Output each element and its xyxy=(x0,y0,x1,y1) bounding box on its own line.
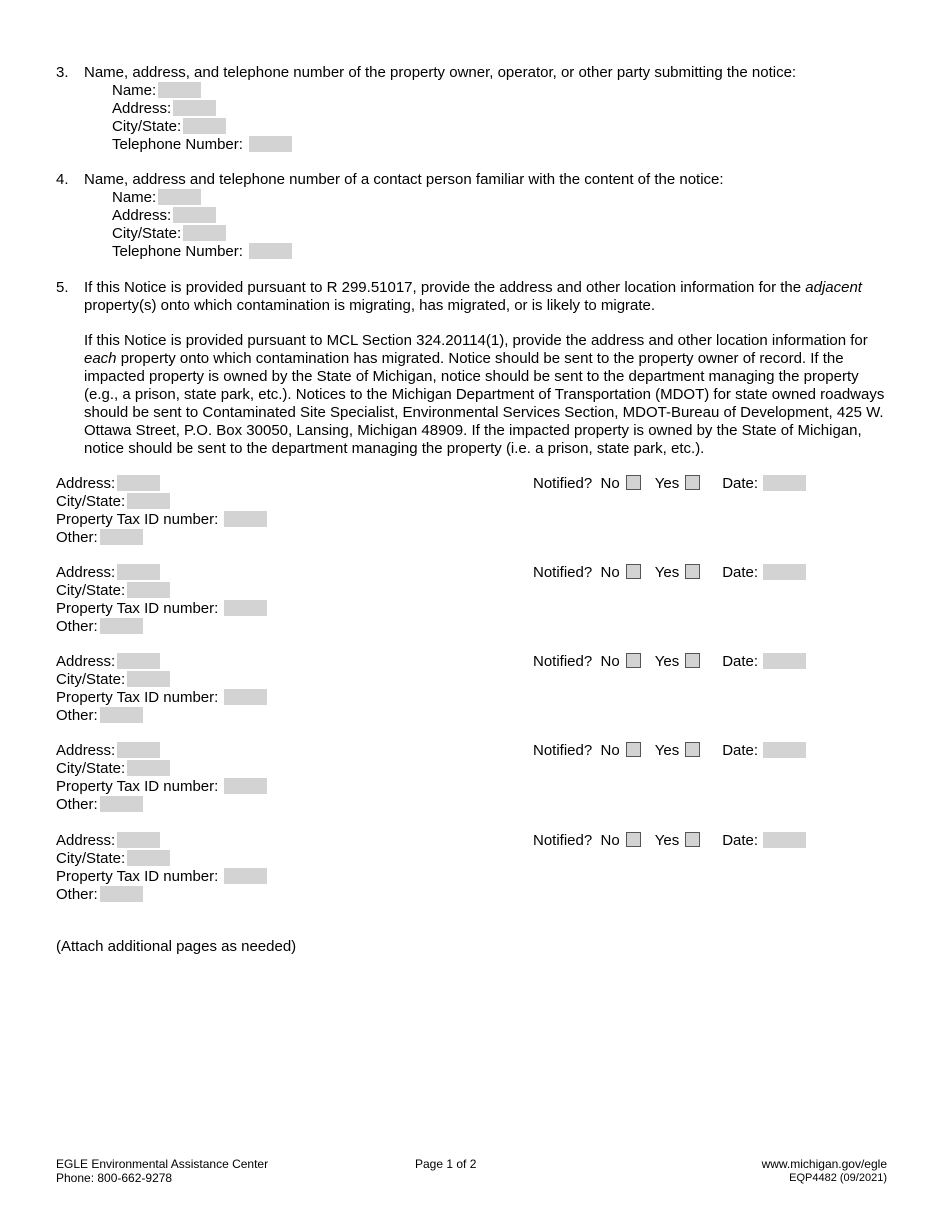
q5-paragraph-2: If this Notice is provided pursuant to MCL Section 324.20114(1), provide the address and other location information for each property onto which contamination has migrated. Notice should be sent to the property owner of record. If the impacted property is owned by the State of Michigan, notice should be sent to the department managing the property (e.g., a prison, state park, etc.). Notices to the Michigan Department of Transportation (MDOT) for state owned roadways should be sent to Contaminated Site Specialist, Environmental Services Section, MDOT-Bureau of Development, 425 W. Ottawa Street, P.O. Box 30050, Lansing, Michigan 48909. If the impacted property is owned by the State of Michigan, notice should be sent to the department managing the property (i.e. a prison, state park, etc.). xyxy=(84,332,885,457)
q3-name-field[interactable] xyxy=(158,82,201,98)
property-2-city-state-row xyxy=(56,582,170,600)
property-other-label: Other: xyxy=(56,618,98,635)
property-1-other-row xyxy=(56,529,143,547)
q4-address-label: Address: xyxy=(112,207,172,224)
property-1-other-field[interactable] xyxy=(100,529,143,545)
footer-phone: Phone: 800-662-9278 xyxy=(56,1171,173,1185)
property-tax-id-label: Property Tax ID number: xyxy=(56,689,219,706)
property-3-city-state-field[interactable] xyxy=(127,671,170,687)
property-4-other-row xyxy=(56,796,143,814)
property-3-address-field[interactable] xyxy=(117,653,160,669)
q4-city-label: City/State: xyxy=(112,225,182,242)
property-5-address-row xyxy=(56,832,160,850)
property-address-label: Address: xyxy=(56,742,116,759)
q3-address-label: Address: xyxy=(112,100,172,117)
property-tax-id-label: Property Tax ID number: xyxy=(56,511,219,528)
q3-number: 3. xyxy=(56,64,69,81)
yes-label: Yes xyxy=(654,653,680,670)
date-label: Date: xyxy=(722,564,759,581)
q4-address-field[interactable] xyxy=(173,207,216,223)
property-2-notified-yes-checkbox[interactable] xyxy=(685,564,700,579)
property-4-tax-id-row xyxy=(56,778,267,796)
property-3-address-row xyxy=(56,653,160,671)
q4-phone-field[interactable] xyxy=(249,243,292,259)
q3-name-label: Name: xyxy=(112,82,157,99)
q3-city-field[interactable] xyxy=(183,118,226,134)
no-label: No xyxy=(600,742,620,759)
property-other-label: Other: xyxy=(56,796,98,813)
footer-url[interactable]: www.michigan.gov/egle xyxy=(761,1157,887,1171)
q3-address-field[interactable] xyxy=(173,100,216,116)
no-label: No xyxy=(600,653,620,670)
q3-phone-field[interactable] xyxy=(249,136,292,152)
property-4-address-field[interactable] xyxy=(117,742,160,758)
property-4-city-state-field[interactable] xyxy=(127,760,170,776)
property-2-other-field[interactable] xyxy=(100,618,143,634)
property-3-notified-no-checkbox[interactable] xyxy=(626,653,641,668)
property-4-notified-yes-checkbox[interactable] xyxy=(685,742,700,757)
date-label: Date: xyxy=(722,653,759,670)
property-1-tax-id-row xyxy=(56,511,267,529)
property-5-tax-id-row xyxy=(56,868,267,886)
property-2-notified-no-checkbox[interactable] xyxy=(626,564,641,579)
q4-city-row xyxy=(112,225,226,243)
q4-city-field[interactable] xyxy=(183,225,226,241)
property-city-state-label: City/State: xyxy=(56,760,126,777)
property-1-tax-id-field[interactable] xyxy=(224,511,267,527)
q3-phone-row xyxy=(112,136,292,154)
property-address-label: Address: xyxy=(56,564,116,581)
q5-emphasis-adjacent: adjacent xyxy=(805,279,862,296)
property-4-notified-row xyxy=(533,742,806,760)
q4-address-row xyxy=(112,207,216,225)
property-3-tax-id-row xyxy=(56,689,267,707)
q3-address-row xyxy=(112,100,216,118)
notified-label: Notified? xyxy=(533,653,593,670)
property-5-date-field[interactable] xyxy=(763,832,806,848)
property-4-notified-no-checkbox[interactable] xyxy=(626,742,641,757)
property-5-city-state-field[interactable] xyxy=(127,850,170,866)
property-1-address-row xyxy=(56,475,160,493)
property-5-notified-row xyxy=(533,832,806,850)
property-1-notified-row xyxy=(533,475,806,493)
yes-label: Yes xyxy=(654,832,680,849)
footer-org: EGLE Environmental Assistance Center xyxy=(56,1157,269,1171)
property-2-other-row xyxy=(56,618,143,636)
date-label: Date: xyxy=(722,832,759,849)
property-2-city-state-field[interactable] xyxy=(127,582,170,598)
no-label: No xyxy=(600,832,620,849)
q4-name-row xyxy=(112,189,201,207)
property-2-address-field[interactable] xyxy=(117,564,160,580)
property-city-state-label: City/State: xyxy=(56,671,126,688)
q5-number: 5. xyxy=(56,279,69,296)
property-1-date-field[interactable] xyxy=(763,475,806,491)
property-other-label: Other: xyxy=(56,529,98,546)
q4-phone-label: Telephone Number: xyxy=(112,243,243,260)
property-2-tax-id-row xyxy=(56,600,267,618)
date-label: Date: xyxy=(722,742,759,759)
date-label: Date: xyxy=(722,475,759,492)
no-label: No xyxy=(600,564,620,581)
property-1-notified-yes-checkbox[interactable] xyxy=(685,475,700,490)
q3-phone-label: Telephone Number: xyxy=(112,136,243,153)
property-1-address-field[interactable] xyxy=(117,475,160,491)
property-1-city-state-row xyxy=(56,493,170,511)
property-4-tax-id-field[interactable] xyxy=(224,778,267,794)
property-other-label: Other: xyxy=(56,707,98,724)
property-3-other-row xyxy=(56,707,143,725)
property-other-label: Other: xyxy=(56,886,98,903)
property-4-date-field[interactable] xyxy=(763,742,806,758)
property-5-tax-id-field[interactable] xyxy=(224,868,267,884)
property-3-other-field[interactable] xyxy=(100,707,143,723)
property-5-city-state-row xyxy=(56,850,170,868)
property-2-notified-row xyxy=(533,564,806,582)
property-4-other-field[interactable] xyxy=(100,796,143,812)
property-5-other-row xyxy=(56,886,143,904)
property-tax-id-label: Property Tax ID number: xyxy=(56,600,219,617)
no-label: No xyxy=(600,475,620,492)
notified-label: Notified? xyxy=(533,832,593,849)
property-address-label: Address: xyxy=(56,653,116,670)
yes-label: Yes xyxy=(654,475,680,492)
property-2-tax-id-field[interactable] xyxy=(224,600,267,616)
q4-name-field[interactable] xyxy=(158,189,201,205)
property-4-address-row xyxy=(56,742,160,760)
q4-name-label: Name: xyxy=(112,189,157,206)
q5-emphasis-each: each xyxy=(84,350,117,367)
property-2-address-row xyxy=(56,564,160,582)
property-1-city-state-field[interactable] xyxy=(127,493,170,509)
yes-label: Yes xyxy=(654,564,680,581)
q4-text: Name, address and telephone number of a contact person familiar with the content of the notice: xyxy=(84,171,724,188)
notified-label: Notified? xyxy=(533,475,593,492)
property-tax-id-label: Property Tax ID number: xyxy=(56,868,219,885)
q4-number: 4. xyxy=(56,171,69,188)
property-3-date-field[interactable] xyxy=(763,653,806,669)
property-3-notified-row xyxy=(533,653,806,671)
q3-text: Name, address, and telephone number of the property owner, operator, or other party submitting the notice: xyxy=(84,64,797,81)
notified-label: Notified? xyxy=(533,742,593,759)
q4-phone-row xyxy=(112,243,292,261)
property-city-state-label: City/State: xyxy=(56,582,126,599)
q3-city-row xyxy=(112,118,226,136)
notified-label: Notified? xyxy=(533,564,593,581)
footer-form-id: EQP4482 (09/2021) xyxy=(789,1172,887,1184)
property-address-label: Address: xyxy=(56,475,116,492)
property-1-notified-no-checkbox[interactable] xyxy=(626,475,641,490)
property-3-tax-id-field[interactable] xyxy=(224,689,267,705)
property-3-notified-yes-checkbox[interactable] xyxy=(685,653,700,668)
property-4-city-state-row xyxy=(56,760,170,778)
q5-paragraph-1: If this Notice is provided pursuant to R 299.51017, provide the address and other location information for the adjacent property(s) onto which contamination is migrating, has migrated, or is likely to migrate. xyxy=(84,279,862,314)
property-5-notified-yes-checkbox[interactable] xyxy=(685,832,700,847)
property-tax-id-label: Property Tax ID number: xyxy=(56,778,219,795)
property-5-notified-no-checkbox[interactable] xyxy=(626,832,641,847)
property-address-label: Address: xyxy=(56,832,116,849)
q3-city-label: City/State: xyxy=(112,118,182,135)
q3-name-row xyxy=(112,82,201,100)
property-2-date-field[interactable] xyxy=(763,564,806,580)
property-3-city-state-row xyxy=(56,671,170,689)
property-5-address-field[interactable] xyxy=(117,832,160,848)
attach-note: (Attach additional pages as needed) xyxy=(56,938,297,955)
property-5-other-field[interactable] xyxy=(100,886,143,902)
property-city-state-label: City/State: xyxy=(56,493,126,510)
yes-label: Yes xyxy=(654,742,680,759)
property-city-state-label: City/State: xyxy=(56,850,126,867)
footer-page-number: Page 1 of 2 xyxy=(415,1157,477,1171)
